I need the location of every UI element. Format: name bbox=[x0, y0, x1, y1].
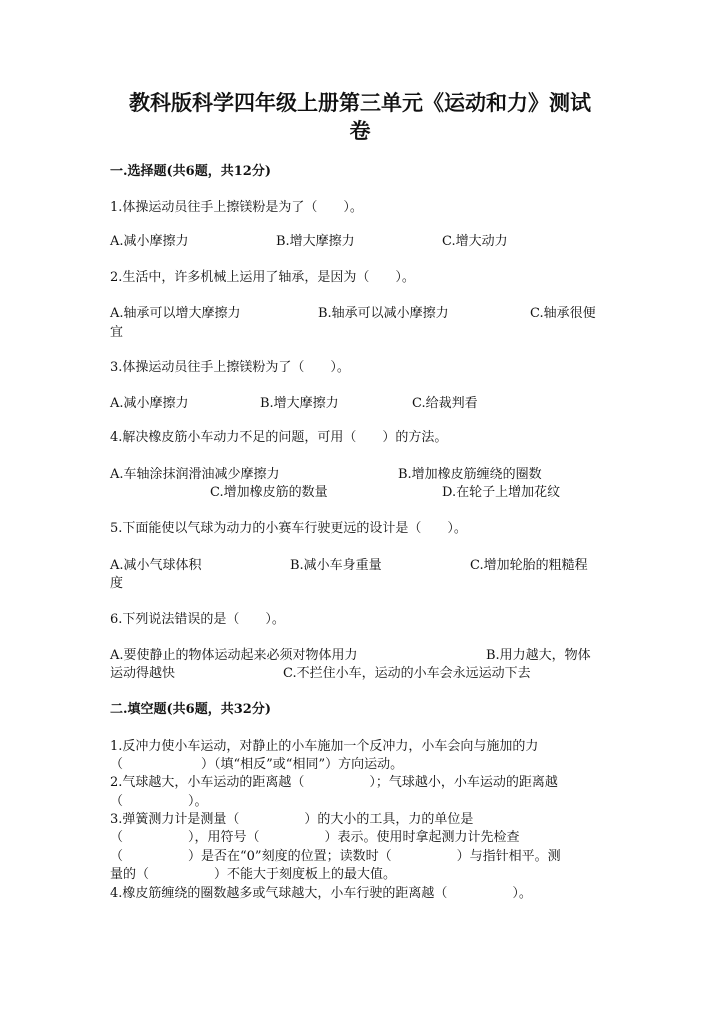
question-3-option-b: B.增大摩擦力 bbox=[260, 396, 339, 411]
page-title-line-2: 卷 bbox=[349, 118, 371, 143]
fill-blank-line-6: （ ），用符号（ ）表示。使用时拿起测力计先检查 bbox=[110, 830, 520, 845]
fill-blank-line-3: 2.气球越大，小车运动的距离越（ ）；气球越小，小车运动的距离越 bbox=[110, 775, 558, 790]
question-3-option-c: C.给裁判看 bbox=[412, 396, 478, 411]
question-2-stem: 2.生活中，许多机械上运用了轴承，是因为（ ）。 bbox=[110, 270, 415, 285]
question-3-option-a: A.减小摩擦力 bbox=[110, 396, 189, 411]
question-1-option-b: B.增大摩擦力 bbox=[276, 234, 355, 249]
question-2-option-b: B.轴承可以减小摩擦力 bbox=[318, 306, 449, 321]
question-4-option-a: A.车轴涂抹润滑油减少摩擦力 bbox=[110, 467, 280, 482]
question-5-stem: 5.下面能使以气球为动力的小赛车行驶更远的设计是（ ）。 bbox=[110, 521, 467, 536]
question-6-option-b-wrap: 运动得越快 bbox=[110, 666, 176, 681]
page-title-line-1: 教科版科学四年级上册第三单元《运动和力》测试 bbox=[129, 90, 591, 115]
question-5-option-a: A.减小气球体积 bbox=[110, 558, 202, 573]
question-5-option-c: C.增加轮胎的粗糙程 bbox=[470, 558, 588, 573]
question-6-stem: 6.下列说法错误的是（ ）。 bbox=[110, 612, 285, 627]
question-5-option-b: B.减小车身重量 bbox=[290, 558, 382, 573]
section-1-heading: 一.选择题(共6题，共12分) bbox=[110, 164, 271, 179]
question-4-option-c: C.增加橡皮筋的数量 bbox=[210, 485, 328, 500]
fill-blank-line-1: 1.反冲力使小车运动，对静止的小车施加一个反冲力，小车会向与施加的力 bbox=[110, 739, 539, 754]
question-6-option-b: B.用力越大，物体 bbox=[486, 648, 591, 663]
question-4-stem: 4.解决橡皮筋小车动力不足的问题，可用（ ）的方法。 bbox=[110, 430, 448, 445]
question-3-stem: 3.体操运动员往手上擦镁粉为了（ ）。 bbox=[110, 360, 350, 375]
question-2-option-a: A.轴承可以增大摩擦力 bbox=[110, 306, 241, 321]
question-4-option-d: D.在轮子上增加花纹 bbox=[442, 485, 561, 500]
question-2-option-c-wrap: 宜 bbox=[110, 325, 124, 340]
question-2-option-c: C.轴承很便 bbox=[530, 306, 596, 321]
fill-blank-line-2: （ ）（填“相反”或“相同”）方向运动。 bbox=[110, 757, 404, 772]
fill-blank-line-4: （ ）。 bbox=[110, 794, 208, 809]
question-1-option-a: A.减小摩擦力 bbox=[110, 234, 189, 249]
question-6-option-c: C.不拦住小车，运动的小车会永远运动下去 bbox=[283, 666, 531, 681]
question-4-option-b: B.增加橡皮筋缠绕的圈数 bbox=[398, 467, 542, 482]
question-6-option-a: A.要使静止的物体运动起来必须对物体用力 bbox=[110, 648, 358, 663]
fill-blank-line-9: 4.橡皮筋缠绕的圈数越多或气球越大，小车行驶的距离越（ ）。 bbox=[110, 886, 532, 901]
fill-blank-line-5: 3.弹簧测力计是测量（ ）的大小的工具，力的单位是 bbox=[110, 812, 474, 827]
fill-blank-line-8: 量的（ ）不能大于刻度板上的最大值。 bbox=[110, 867, 397, 882]
question-1-option-c: C.增大动力 bbox=[442, 234, 508, 249]
fill-blank-line-7: （ ）是否在“0”刻度的位置；读数时（ ）与指针相平。测 bbox=[110, 849, 561, 864]
question-5-option-c-wrap: 度 bbox=[110, 576, 124, 591]
question-1-stem: 1.体操运动员往手上擦镁粉是为了（ ）。 bbox=[110, 200, 363, 215]
section-2-heading: 二.填空题(共6题，共32分) bbox=[110, 702, 271, 717]
